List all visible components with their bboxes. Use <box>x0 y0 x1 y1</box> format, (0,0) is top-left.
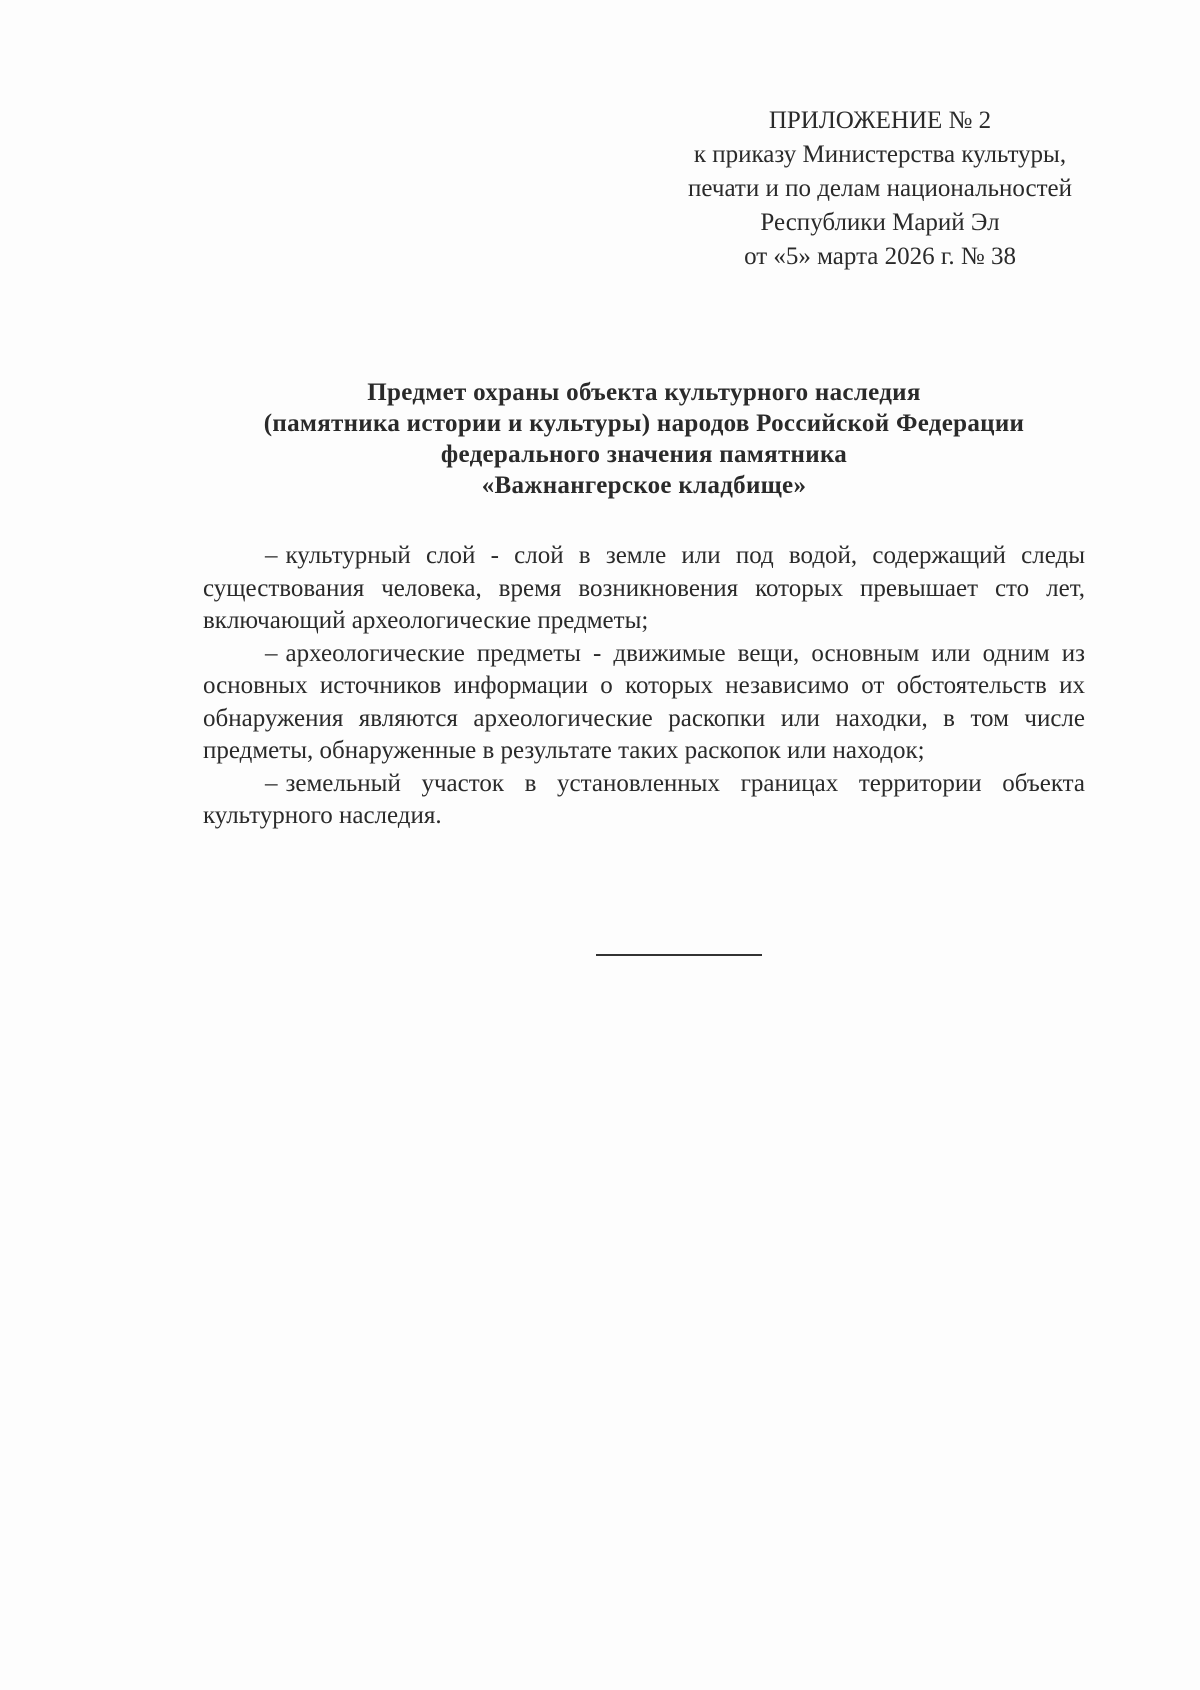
item-text: культурный слой - слой в земле или под водой, содержащий следы существования человека, время возникновения которых превышает сто лет, включающий археологические предметы; <box>203 542 1085 634</box>
item-text: археологические предметы - движимые вещи, основным или одним из основных источников информации о которых независимо от обстоятельств их обнаружения являются археологические раскопки или находки, в том числе предметы, обнаруженные в результате таких раскопок или находок; <box>203 639 1085 764</box>
end-separator-line <box>596 954 762 956</box>
appendix-order-ref: к приказу Министерства культуры, <box>693 141 1067 168</box>
dash-marker: – <box>265 542 278 569</box>
list-item <box>203 540 1085 638</box>
title-line: «Важнангерское кладбище» <box>481 472 807 499</box>
appendix-header <box>650 104 1110 274</box>
dash-marker: – <box>265 639 278 667</box>
dash-marker: – <box>265 769 278 797</box>
appendix-date: от «5» марта 2026 г. № 38 <box>744 243 1016 270</box>
appendix-ministry: печати и по делам национальностей <box>688 175 1072 202</box>
item-text: земельный участок в установленных границах территории объекта культурного наследия. <box>203 769 1085 829</box>
appendix-number: ПРИЛОЖЕНИЕ № 2 <box>768 107 992 134</box>
list-item <box>203 638 1085 768</box>
title-line: (памятника истории и культуры) народов Российской Федерации <box>263 410 1025 437</box>
title-line: федерального значения памятника <box>440 441 848 468</box>
document-title <box>200 377 1088 501</box>
protection-items-list <box>203 540 1085 833</box>
appendix-republic: Республики Марий Эл <box>760 209 1000 236</box>
list-item <box>203 768 1085 833</box>
title-line: Предмет охраны объекта культурного наследия <box>367 379 921 406</box>
